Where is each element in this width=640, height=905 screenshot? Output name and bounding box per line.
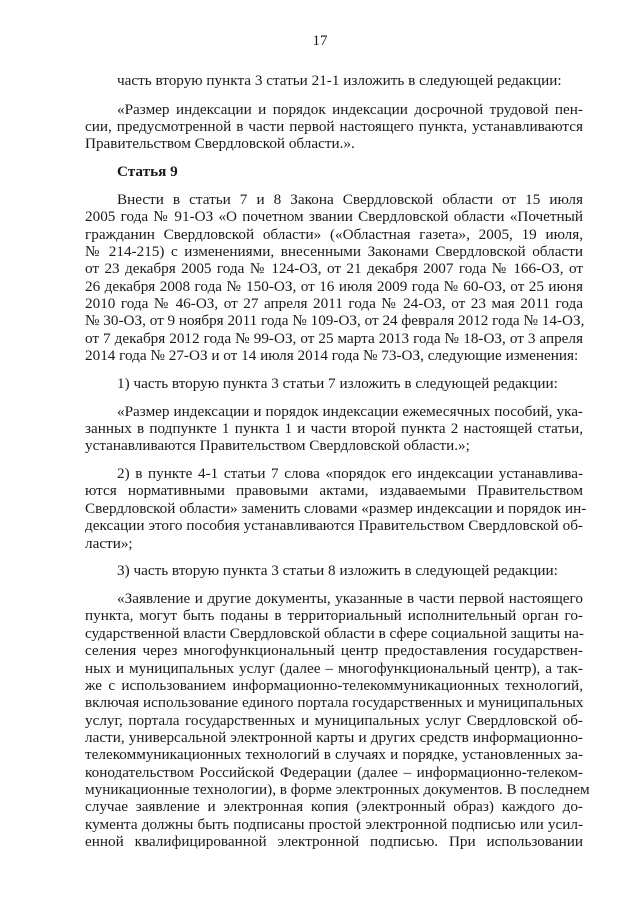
text-line: «Размер индексации и порядок индексации ежемесячных пособий, ука-: [117, 402, 583, 420]
text-line: 2) в пункте 4-1 статьи 7 слова «порядок его индексации устанавлива-: [117, 465, 583, 483]
text-line: от 23 декабря 2005 года № 124-ОЗ, от 21 декабря 2007 года № 166-ОЗ, от: [85, 260, 583, 278]
text-line: муникационные технологии), в форме электронных документов. В последнем: [85, 780, 590, 798]
text-line: Правительством Свердловской области.».: [85, 135, 355, 153]
text-line: гражданин Свердловской области» («Областная газета», 2005, 19 июля,: [85, 225, 583, 243]
text-line: устанавливаются Правительством Свердловской области.»;: [85, 437, 470, 455]
text-line: же с использованием информационно-телекоммуникационных технологий,: [85, 676, 583, 694]
text-line: № 30-ОЗ, от 9 ноября 2011 года № 109-ОЗ, от 24 февраля 2012 года № 14-ОЗ,: [85, 312, 585, 330]
text-line: занных в подпункте 1 пункта 1 и части второй пункта 2 настоящей статьи,: [85, 420, 583, 437]
text-line: селения через многофункциональный центр предоставления государствен-: [85, 642, 583, 660]
text-line: енной квалифицированной электронной подписью. При использовании: [85, 833, 583, 850]
text-line: дексации этого пособия устанавливаются Правительством Свердловской об-: [85, 517, 583, 535]
text-line: «Заявление и другие документы, указанные в части первой настоящего: [117, 590, 583, 607]
text-line: № 214-215) с изменениями, внесенными Законами Свердловской области: [85, 242, 583, 260]
text-line: сии, предусмотренной в части первой настоящего пункта, устанавливаются: [85, 118, 583, 135]
text-line: сударственной власти Свердловской области в сфере социальной защиты на-: [85, 624, 584, 642]
text-line: 1) часть вторую пункта 3 статьи 7 изложить в следующей редакции:: [117, 374, 558, 392]
text-line: ласти, универсальной электронной карты и других средств информационно-: [85, 728, 583, 746]
text-line: случае заявление и электронная копия (электронный образ) каждого до-: [85, 798, 583, 816]
text-line: «Размер индексации и порядок индексации досрочной трудовой пен-: [117, 100, 583, 118]
text-line: ласти»;: [85, 534, 133, 552]
text-line: ных и муниципальных услуг (далее – многофункциональный центр), а так-: [85, 659, 583, 677]
text-line: Свердловской области» заменить словами «размер индексации и порядок ин-: [85, 499, 587, 517]
text-line: 2005 года № 91-ОЗ «О почетном звании Свердловской области «Почетный: [85, 208, 583, 226]
article-heading: Статья 9: [117, 163, 178, 181]
text-line: 2010 года № 46-ОЗ, от 27 апреля 2011 года № 24-ОЗ, от 23 мая 2011 года: [85, 295, 583, 312]
text-line: Внести в статьи 7 и 8 Закона Свердловской области от 15 июля: [117, 190, 583, 208]
text-line: услуг, портала государственных и муниципальных услуг Свердловской об-: [85, 711, 583, 729]
text-line: включая использование единого портала государственных и муниципальных: [85, 694, 584, 712]
text-line: пункта, могут быть поданы в территориальный исполнительный орган го-: [85, 607, 583, 625]
text-line: ются нормативными правовыми актами, издаваемыми Правительством: [85, 482, 583, 500]
text-line: кумента должны быть подписаны простой электронной подписью или усил-: [85, 815, 583, 833]
text-line: от 7 декабря 2012 года № 99-ОЗ, от 25 марта 2013 года № 18-ОЗ, от 3 апреля: [85, 329, 583, 347]
text-line: 3) часть вторую пункта 3 статьи 8 изложить в следующей редакции:: [117, 562, 558, 580]
text-line: часть вторую пункта 3 статьи 21-1 изложить в следующей редакции:: [117, 72, 562, 89]
text-line: 2014 года № 27-ОЗ и от 14 июля 2014 года № 73-ОЗ, следующие изменения:: [85, 347, 579, 365]
page-number: 17: [312, 33, 328, 49]
text-line: конодательством Российской Федерации (далее – информационно-телеком-: [85, 763, 583, 781]
text-line: телекоммуникационных технологий в случаях и порядке, установленных за-: [85, 746, 583, 764]
text-line: 26 декабря 2008 года № 150-ОЗ, от 16 июля 2009 года № 60-ОЗ, от 25 июня: [85, 277, 583, 295]
